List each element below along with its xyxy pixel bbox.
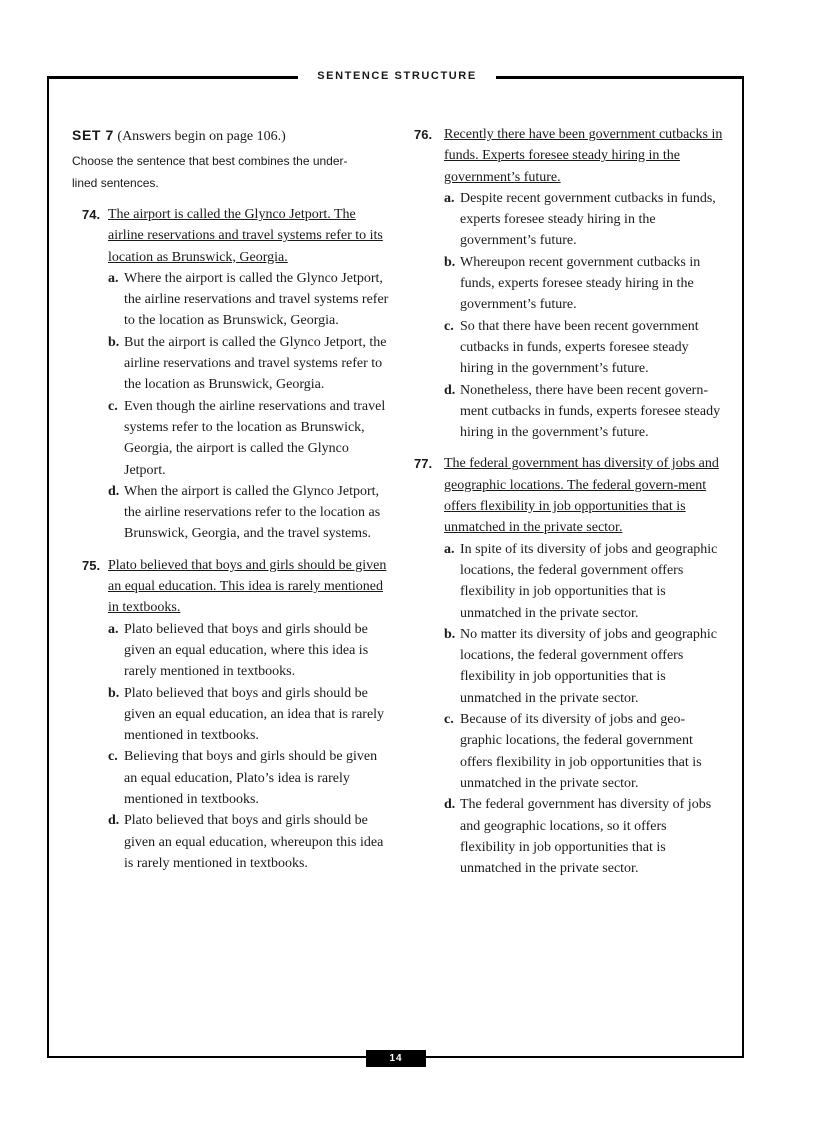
- question-stem: Plato believed that boys and girls should be given an equal education. This idea is rarely mentioned in textbooks.: [108, 557, 387, 616]
- choice-letter: b.: [444, 626, 456, 642]
- running-header: SENTENCE STRUCTURE: [317, 70, 477, 82]
- instructions-line-1: Choose the sentence that best combines the under-: [72, 154, 348, 168]
- choice-text: In spite of its diversity of jobs and geographic locations, the federal government offers flexibility in job opportunities that is unmatched in the private sector.: [460, 541, 718, 621]
- choice-letter: d.: [108, 483, 120, 499]
- question-number: 74.: [82, 207, 101, 222]
- choice-text: Whereupon recent government cutbacks in funds, experts foresee steady hiring in the government’s future.: [460, 254, 701, 313]
- choice-76-d: [444, 380, 724, 444]
- choice-76-b: [444, 252, 724, 316]
- question-stem: The federal government has diversity of jobs and geographic locations. The federal govern-ment offers flexibility in job opportunities that is unmatched in the private sector.: [444, 456, 719, 536]
- choice-text: Plato believed that boys and girls should be given an equal education, where this idea is rarely mentioned in textbooks.: [124, 621, 369, 680]
- choice-letter: a.: [108, 621, 119, 637]
- choice-77-d: [444, 794, 724, 879]
- choice-77-c: [444, 709, 724, 794]
- choice-letter: a.: [444, 541, 455, 557]
- choice-74-d: [108, 481, 392, 545]
- header-rule-left: [47, 76, 298, 79]
- choice-text: Despite recent government cutbacks in funds, experts foresee steady hiring in the government’s future.: [460, 190, 716, 249]
- choice-75-a: [108, 619, 392, 683]
- question-number: 75.: [82, 557, 101, 573]
- choice-75-d: [108, 810, 392, 874]
- choice-77-b: [444, 624, 724, 709]
- choice-74-a: [108, 268, 392, 332]
- choice-text: No matter its diversity of jobs and geographic locations, the federal government offers flexibility in job opportunities that is unmatched in the private sector.: [460, 626, 717, 706]
- question-number: 76.: [414, 127, 433, 142]
- question-number: 77.: [414, 456, 433, 472]
- instructions: [72, 150, 392, 194]
- set-heading: [72, 124, 392, 148]
- choice-77-a: [444, 539, 724, 624]
- choice-letter: d.: [444, 382, 456, 398]
- choice-76-c: [444, 316, 724, 380]
- page-number: 14: [366, 1050, 426, 1067]
- left-column: [72, 124, 392, 874]
- choice-letter: c.: [444, 712, 454, 728]
- choice-text: Plato believed that boys and girls should be given an equal education, an idea that is rarely mentioned in textbooks.: [124, 685, 385, 744]
- choice-74-c: [108, 396, 392, 481]
- instructions-line-2: lined sentences.: [72, 176, 159, 190]
- question-stem: Recently there have been government cutbacks in funds. Experts foresee steady hiring in the government’s future.: [444, 127, 723, 185]
- choice-74-b: [108, 332, 392, 396]
- set-label: SET 7: [72, 127, 114, 143]
- right-column: [414, 124, 724, 879]
- choice-letter: a.: [108, 270, 119, 286]
- choice-text: So that there have been recent government cutbacks in funds, experts foresee steady hiring in the government’s future.: [460, 318, 699, 377]
- choice-letter: c.: [108, 749, 118, 765]
- choice-75-c: [108, 746, 392, 810]
- question-stem: The airport is called the Glynco Jetport. The airline reservations and travel systems refer to its location as Brunswick, Georgia.: [108, 207, 383, 265]
- question-76: [414, 124, 724, 443]
- header-rule-right: [496, 76, 744, 79]
- choice-text: Where the airport is called the Glynco Jetport, the airline reservations and travel systems refer to the location as Brunswick, Georgia.: [124, 270, 389, 329]
- choice-text: Even though the airline reservations and travel systems refer to the location as Brunswick, Georgia, the airport is called the Glynco Jetport.: [124, 398, 386, 478]
- choice-text: But the airport is called the Glynco Jetport, the airline reservations and travel systems refer to the location as Brunswick, Georgia.: [124, 334, 387, 393]
- question-77: [414, 453, 724, 879]
- choice-letter: c.: [444, 318, 454, 334]
- choice-letter: b.: [444, 254, 456, 270]
- choice-75-b: [108, 683, 392, 747]
- choice-text: The federal government has diversity of jobs and geographic locations, so it offers flexibility in job opportunities that is unmatched in the private sector.: [460, 797, 712, 877]
- question-74: [72, 204, 392, 545]
- choice-letter: d.: [444, 797, 456, 813]
- choice-letter: d.: [108, 813, 120, 829]
- question-75: [72, 555, 392, 874]
- choice-letter: b.: [108, 685, 120, 701]
- choice-letter: b.: [108, 334, 120, 350]
- choice-text: When the airport is called the Glynco Jetport, the airline reservations refer to the location as Brunswick, Georgia, and the travel systems.: [124, 483, 381, 542]
- choice-text: Because of its diversity of jobs and geo-graphic locations, the federal government offers flexibility in job opportunities that is unmatched in the private sector.: [460, 712, 702, 791]
- choice-text: Plato believed that boys and girls should be given an equal education, whereupon this idea is rarely mentioned in textbooks.: [124, 813, 384, 871]
- choice-letter: c.: [108, 398, 118, 414]
- choice-76-a: [444, 188, 724, 252]
- set-note: (Answers begin on page 106.): [117, 129, 286, 144]
- choice-text: Believing that boys and girls should be given an equal education, Plato’s idea is rarely mentioned in textbooks.: [124, 749, 378, 808]
- choice-text: Nonetheless, there have been recent govern-ment cutbacks in funds, experts foresee steady hiring in the government’s future.: [460, 382, 721, 441]
- choice-letter: a.: [444, 190, 455, 206]
